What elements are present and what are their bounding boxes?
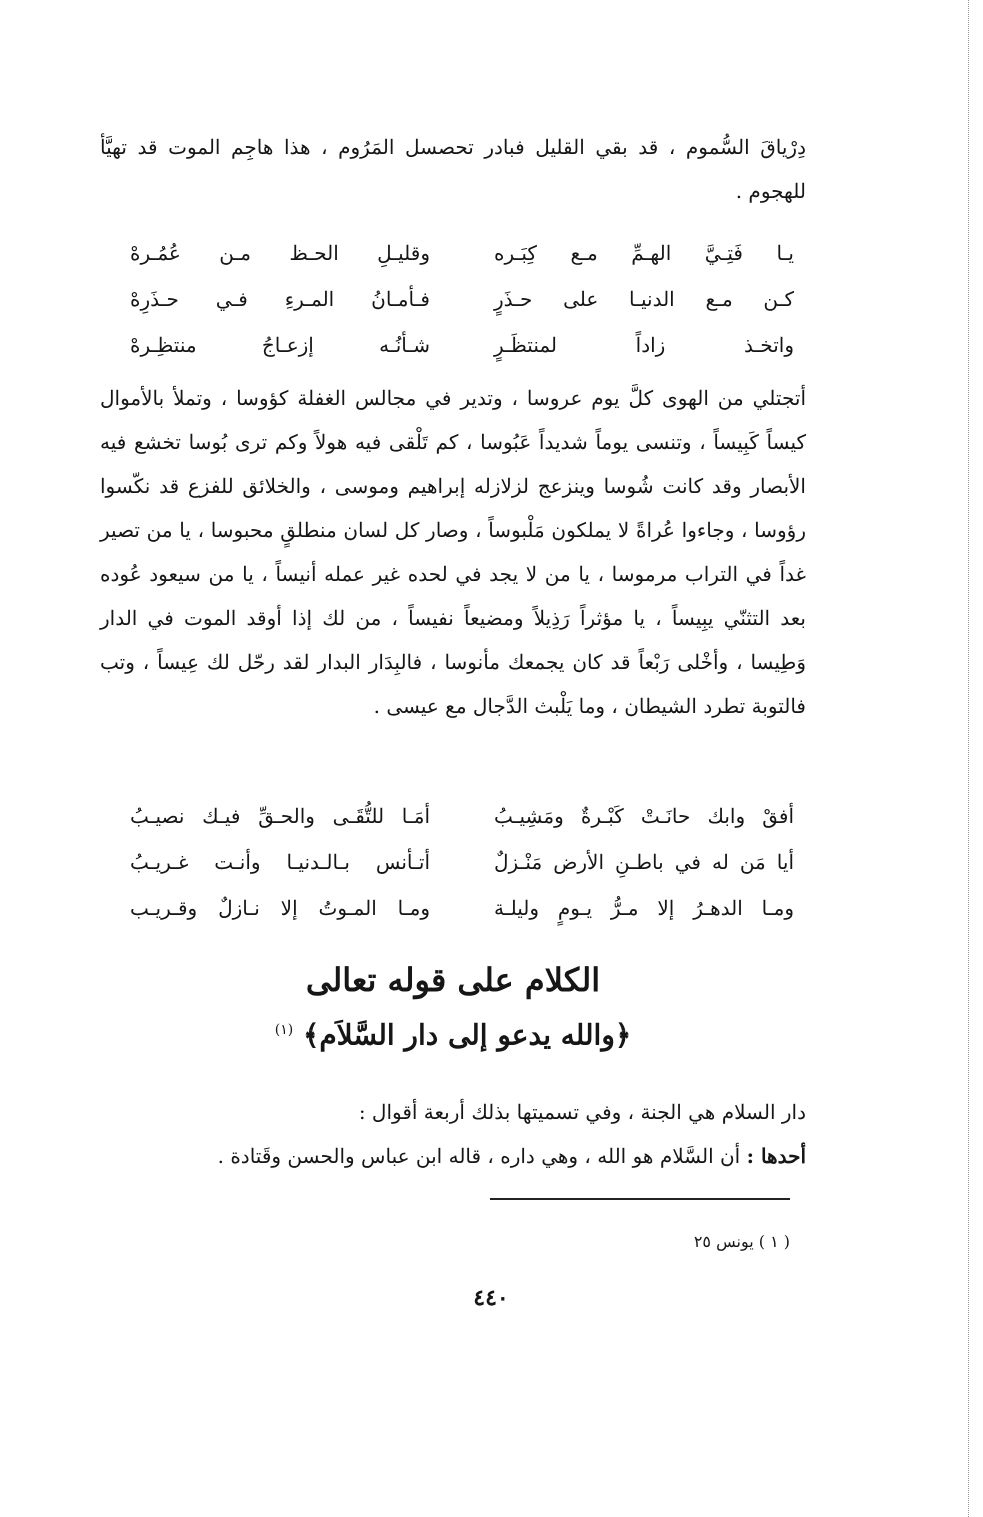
verse-first-hemistich: أيا مَن له في باطـنِ الأرض مَنْـزلٌ — [494, 850, 794, 874]
verse-line — [130, 793, 794, 839]
verse-line — [130, 839, 794, 885]
verse-line — [130, 885, 794, 931]
verse-second-hemistich: ومـا المـوتُ إلا نـازلٌ وقـريـب — [130, 896, 430, 920]
verse-second-hemistich: فـأمـانُ المـرءِ فـي حـذَرِهْ — [130, 287, 430, 311]
verse-first-hemistich: أفقْ وابك حانَـتْ كَبْـرةٌ ومَشِيـبُ — [494, 804, 794, 828]
body-paragraph-2 — [100, 1134, 806, 1178]
section-heading — [100, 955, 806, 1060]
verse-line — [130, 230, 794, 276]
verse-second-hemistich: أتـأنس بـالـدنيـا وأنـت غـريـبُ — [130, 850, 430, 874]
body-paragraph-1: دار السلام هي الجنة ، وفي تسميتها بذلك أربعة أقوال : — [358, 1100, 806, 1124]
verse-second-hemistich: أمَـا للتُّقَـى والحـقِّ فيـك نصيـبُ — [130, 804, 430, 828]
footnote-reference: (١) — [274, 1022, 294, 1038]
paragraph-text: أن السَّلام هو الله ، وهي داره ، قاله ابن عباس والحسن وقَتادة . — [217, 1144, 747, 1168]
verse-line — [130, 322, 794, 368]
poem-2 — [130, 793, 794, 931]
heading-verse — [100, 1005, 806, 1060]
page-edge-line — [968, 0, 969, 1517]
verse-line — [130, 276, 794, 322]
page-number: ٤٤٠ — [473, 1285, 509, 1311]
verse-second-hemistich: وقليـلِ الحـظ مـن عُمُـرهْ — [130, 241, 430, 265]
prose-text: أتجتلي من الهوى كلَّ يوم عروسا ، وتدير في مجالس الغفلة كؤوسا ، وتملأ بالأموال كيساً كَبِيساً ، وتنسى يوماً شديداً عَبُوسا ، كم تَلْقى فيه هولاً وكم ترى بُوسا تخشع فيه الأبصار وقد كانت شُوسا وينزعج لزلازله إبراهيم وموسى ، والخلائق للفزع قد نكّسوا رؤوسا ، وجاءوا عُراةً لا يملكون مَلْبوساً ، وصار كل لسان منطلقٍ محبوسا ، يا من تصير غداً في التراب مرموسا ، يا من لا يجد في لحده غير عمله أنيساً ، يا من سيعود عُوده بعد التثنّي يبِيساً ، يا مؤثراً رَذِيلاً ومضيعاً نفيساً ، من لك إذا أوقد الموت في الدار وَطِيسا ، وأخْلى رَبْعاً قد كان يجمعك مأنوسا ، فالبِدَار البدار لقد رحّل لك عِيساً ، وتب فالتوبة تطرد الشيطان ، وما يَلْبث الدَّجال مع عيسى . — [100, 386, 806, 718]
paragraph-label: أحدها : — [746, 1144, 806, 1168]
verse-first-hemistich: كـن مـع الدنيـا على حـذَرٍ — [494, 287, 794, 311]
verse-first-hemistich: يـا فَتِـيَّ الهـمِّ مـع كِبَـره — [494, 241, 794, 265]
verse-first-hemistich: ومـا الدهـرُ إلا مـرُّ يـومٍ وليلـة — [494, 896, 794, 920]
footnote: ( ١ ) يونس ٢٥ — [693, 1232, 790, 1251]
heading-title: الكلام على قوله تعالى — [305, 961, 601, 999]
prose-paragraph — [100, 376, 806, 728]
poem-1 — [130, 230, 794, 368]
intro-paragraph — [100, 125, 806, 213]
body-paragraphs — [100, 1090, 806, 1178]
footnote-separator — [490, 1198, 790, 1200]
intro-text: دِرْياقَ السُّموم ، قد بقي القليل فبادر تحصسل المَرُوم ، هذا هاجِم الموت قد تهيَّأ للهجوم . — [100, 135, 806, 203]
verse-first-hemistich: واتخـذ زاداً لمنتظَـرٍ — [494, 333, 794, 357]
heading-verse-text: ﴿والله يدعو إلى دار السَّلاَم﴾ — [302, 1018, 632, 1052]
verse-second-hemistich: شـأنُـه إزعـاجُ منتظِـرهْ — [130, 333, 430, 357]
